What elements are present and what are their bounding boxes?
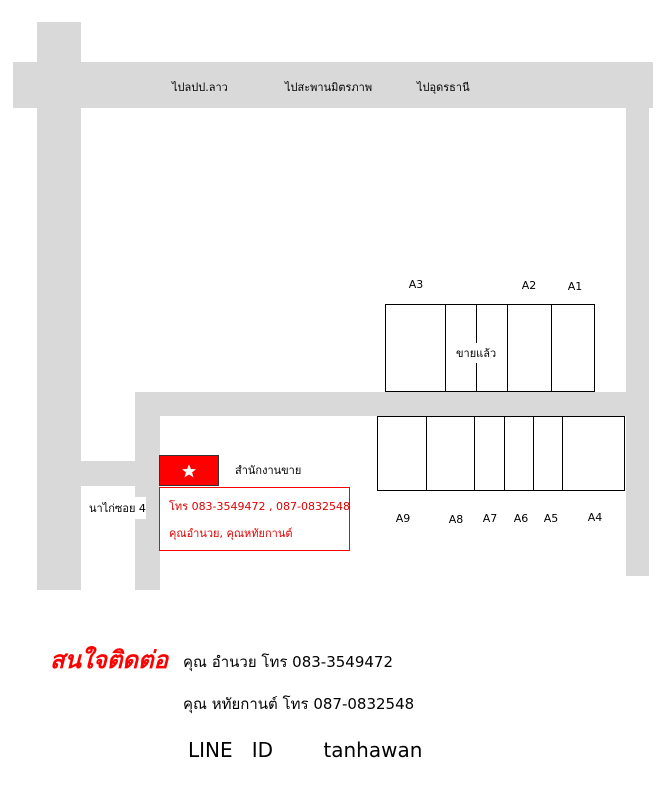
contact-box-phones: โทร 083-3549472 , 087-0832548 (169, 500, 350, 513)
plot-label-a2: A2 (521, 279, 537, 292)
plot-a2[interactable] (507, 304, 552, 392)
plot-a7[interactable] (474, 416, 505, 491)
plot-label-a7: A7 (482, 512, 498, 525)
contact-line-1: คุณ อำนวย โทร 083-3549472 (183, 653, 393, 671)
contact-box-names: คุณอำนวย, คุณหทัยกานต์ (169, 527, 293, 540)
plot-label-a1: A1 (567, 280, 583, 293)
plot-a6[interactable] (504, 416, 534, 491)
plot-a1[interactable] (551, 304, 595, 392)
line-id-label: LINE ID (188, 738, 274, 762)
plot-label-a8: A8 (448, 513, 464, 526)
line-id-value[interactable]: tanhawan (323, 738, 423, 762)
plot-a3[interactable] (385, 304, 446, 392)
sales-office-marker[interactable] (159, 455, 219, 486)
direction-label-udon-thani: ไปอุดรธานี (417, 81, 470, 94)
plot-label-a5: A5 (543, 512, 559, 525)
plot-a5[interactable] (533, 416, 563, 491)
sold-label: ขายแล้ว (455, 343, 497, 363)
direction-label-laos: ไปลปป.ลาว (172, 81, 228, 94)
plot-label-a4: A4 (587, 511, 603, 524)
star-icon (181, 463, 197, 479)
road-middle-vertical (135, 392, 160, 590)
sales-office-label: สำนักงานขาย (235, 464, 302, 477)
road-middle-horizontal (135, 392, 649, 416)
plot-label-a3: A3 (408, 278, 424, 291)
plot-label-a9: A9 (395, 512, 411, 525)
line-id-row (188, 738, 422, 762)
side-road-label: นาไก่ซอย 4 (89, 497, 146, 519)
contact-line-2: คุณ หทัยกานต์ โทร 087-0832548 (183, 695, 415, 713)
plot-a9[interactable] (377, 416, 427, 491)
direction-label-friendship-bridge: ไปสะพานมิตรภาพ (285, 81, 373, 94)
plot-a4[interactable] (562, 416, 625, 491)
plot-a8[interactable] (426, 416, 475, 491)
contact-box (159, 487, 350, 551)
road-side-horizontal (37, 461, 160, 486)
contact-heading: สนใจติดต่อ (50, 646, 169, 674)
plot-label-a6: A6 (513, 512, 529, 525)
road-right-vertical (626, 62, 649, 576)
